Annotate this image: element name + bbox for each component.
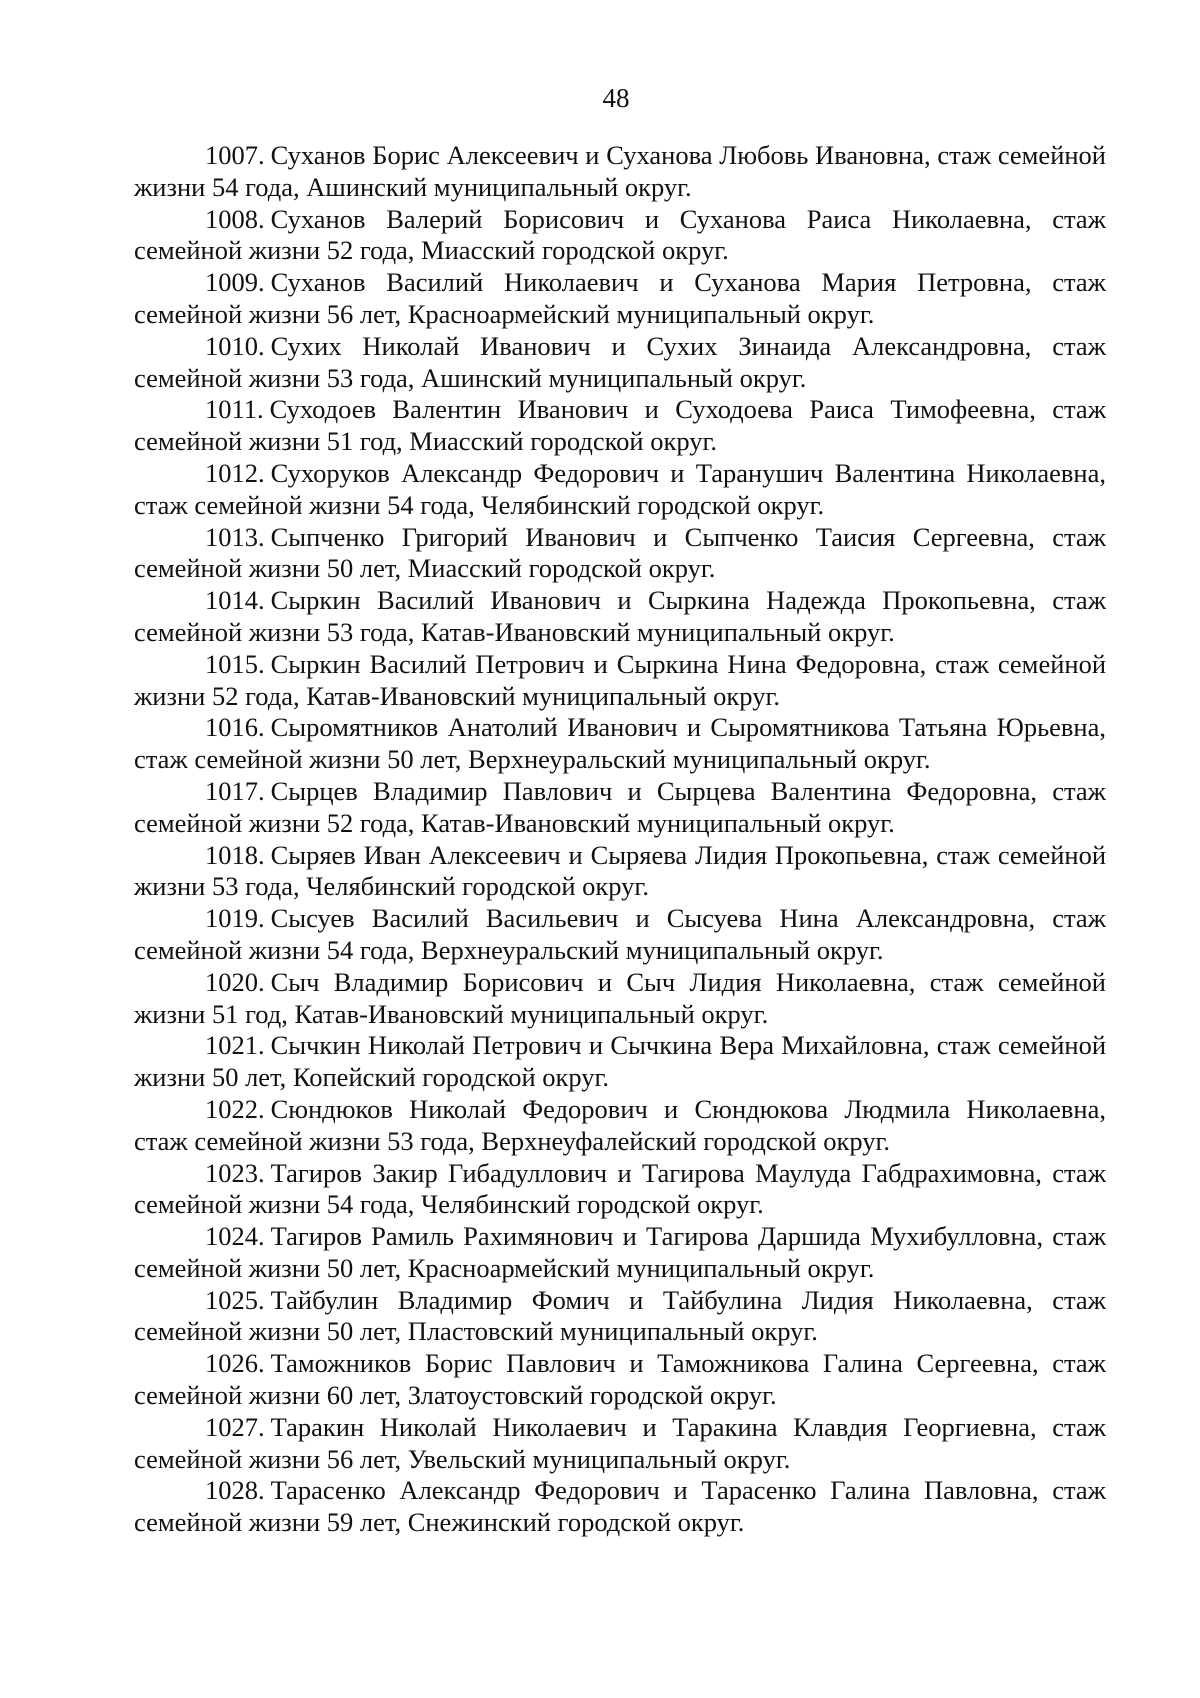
list-item bbox=[134, 585, 1106, 649]
entry-number: 1019. bbox=[205, 903, 265, 934]
entry-list bbox=[134, 140, 1106, 1539]
entry-number: 1027. bbox=[205, 1411, 265, 1442]
list-item bbox=[134, 267, 1106, 331]
list-item bbox=[134, 204, 1106, 268]
entry-number: 1022. bbox=[205, 1093, 265, 1124]
entry-text: Сыркин Василий Иванович и Сыркина Надежда Прокопьевна, стаж семейной жизни 53 года, Катав-Ивановский муниципальный округ. bbox=[134, 585, 1106, 647]
entry-number: 1016. bbox=[205, 712, 265, 743]
entry-text: Сыряев Иван Алексеевич и Сыряева Лидия Прокопьевна, стаж семейной жизни 53 года, Челябинский городской округ. bbox=[134, 839, 1106, 902]
page-number: 48 bbox=[602, 83, 630, 113]
entry-number: 1024. bbox=[205, 1221, 265, 1252]
entry-number: 1025. bbox=[205, 1284, 265, 1315]
entry-text: Сухих Николай Иванович и Сухих Зинаида Александровна, стаж семейной жизни 53 года, Ашинский муниципальный округ. bbox=[134, 330, 1106, 393]
entry-number: 1012. bbox=[205, 457, 265, 488]
entry-text: Суханов Борис Алексеевич и Суханова Любовь Ивановна, стаж семейной жизни 54 года, Ашинский муниципальный округ. bbox=[134, 140, 1106, 202]
entry-number: 1026. bbox=[205, 1348, 265, 1379]
entry-number: 1021. bbox=[205, 1030, 265, 1061]
list-item bbox=[134, 1221, 1106, 1285]
entry-text: Сыромятников Анатолий Иванович и Сыромятникова Татьяна Юрьевна, стаж семейной жизни 50 лет, Верхнеуральский муниципальный округ. bbox=[134, 712, 1106, 775]
entry-number: 1017. bbox=[205, 775, 265, 806]
entry-number: 1018. bbox=[205, 839, 265, 870]
list-item bbox=[134, 967, 1106, 1031]
list-item bbox=[134, 522, 1106, 586]
list-item bbox=[134, 140, 1106, 204]
list-item bbox=[134, 394, 1106, 458]
entry-number: 1008. bbox=[205, 203, 265, 234]
entry-text: Таможников Борис Павлович и Таможникова Галина Сергеевна, стаж семейной жизни 60 лет, Златоустовский городской округ. bbox=[134, 1348, 1106, 1411]
list-item bbox=[134, 903, 1106, 967]
entry-number: 1010. bbox=[205, 330, 265, 361]
entry-text: Суханов Василий Николаевич и Суханова Мария Петровна, стаж семейной жизни 56 лет, Красноармейский муниципальный округ. bbox=[134, 267, 1106, 329]
entry-text: Тагиров Закир Гибадуллович и Тагирова Маулуда Габдрахимовна, стаж семейной жизни 54 года, Челябинский городской округ. bbox=[134, 1157, 1106, 1220]
entry-text: Сысуев Василий Васильевич и Сысуева Нина Александровна, стаж семейной жизни 54 года, Верхнеуральский муниципальный округ. bbox=[134, 903, 1106, 965]
list-item bbox=[134, 1285, 1106, 1349]
entry-text: Таракин Николай Николаевич и Таракина Клавдия Георгиевна, стаж семейной жизни 56 лет, Увельский муниципальный округ. bbox=[134, 1411, 1106, 1474]
entry-number: 1028. bbox=[205, 1475, 265, 1506]
entry-text: Суханов Валерий Борисович и Суханова Раиса Николаевна, стаж семейной жизни 52 года, Миасский городской округ. bbox=[134, 203, 1106, 266]
entry-text: Сюндюков Николай Федорович и Сюндюкова Людмила Николаевна, стаж семейной жизни 53 года, Верхнеуфалейский городской округ. bbox=[134, 1093, 1106, 1156]
entry-number: 1013. bbox=[205, 521, 265, 552]
entry-text: Тагиров Рамиль Рахимянович и Тагирова Даршида Мухибулловна, стаж семейной жизни 50 лет, Красноармейский муниципальный округ. bbox=[134, 1221, 1106, 1283]
entry-text: Сыркин Василий Петрович и Сыркина Нина Федоровна, стаж семейной жизни 52 года, Катав-Ивановский муниципальный округ. bbox=[134, 648, 1106, 711]
list-item bbox=[134, 458, 1106, 522]
list-item bbox=[134, 1094, 1106, 1158]
entry-text: Сырцев Владимир Павлович и Сырцева Валентина Федоровна, стаж семейной жизни 52 года, Катав-Ивановский муниципальный округ. bbox=[134, 775, 1106, 838]
list-item bbox=[134, 1030, 1106, 1094]
entry-number: 1023. bbox=[205, 1157, 265, 1188]
entry-text: Сыч Владимир Борисович и Сыч Лидия Николаевна, стаж семейной жизни 51 год, Катав-Ивановский муниципальный округ. bbox=[134, 966, 1106, 1029]
entry-text: Суходоев Валентин Иванович и Суходоева Раиса Тимофеевна, стаж семейной жизни 51 год, Миасский городской округ. bbox=[134, 394, 1106, 457]
entry-number: 1015. bbox=[205, 648, 265, 679]
entry-text: Сухоруков Александр Федорович и Таранушич Валентина Николаевна, стаж семейной жизни 54 года, Челябинский городской округ. bbox=[134, 457, 1106, 520]
entry-text: Сыпченко Григорий Иванович и Сыпченко Таисия Сергеевна, стаж семейной жизни 50 лет, Миасский городской округ. bbox=[134, 521, 1106, 584]
entry-text: Сычкин Николай Петрович и Сычкина Вера Михайловна, стаж семейной жизни 50 лет, Копейский городской округ. bbox=[134, 1030, 1106, 1093]
list-item bbox=[134, 1475, 1106, 1539]
list-item bbox=[134, 776, 1106, 840]
entry-number: 1007. bbox=[205, 140, 265, 170]
list-item bbox=[134, 840, 1106, 904]
entry-number: 1009. bbox=[205, 267, 265, 298]
list-item bbox=[134, 649, 1106, 713]
entry-number: 1011. bbox=[205, 394, 264, 425]
list-item bbox=[134, 1348, 1106, 1412]
entry-text: Тарасенко Александр Федорович и Тарасенко Галина Павловна, стаж семейной жизни 59 лет, Снежинский городской округ. bbox=[134, 1475, 1106, 1538]
list-item bbox=[134, 1158, 1106, 1222]
entry-number: 1014. bbox=[205, 585, 265, 616]
list-item bbox=[134, 331, 1106, 395]
list-item bbox=[134, 1412, 1106, 1476]
entry-text: Тайбулин Владимир Фомич и Тайбулина Лидия Николаевна, стаж семейной жизни 50 лет, Пластовский муниципальный округ. bbox=[134, 1284, 1106, 1347]
entry-number: 1020. bbox=[205, 966, 265, 997]
list-item bbox=[134, 712, 1106, 776]
